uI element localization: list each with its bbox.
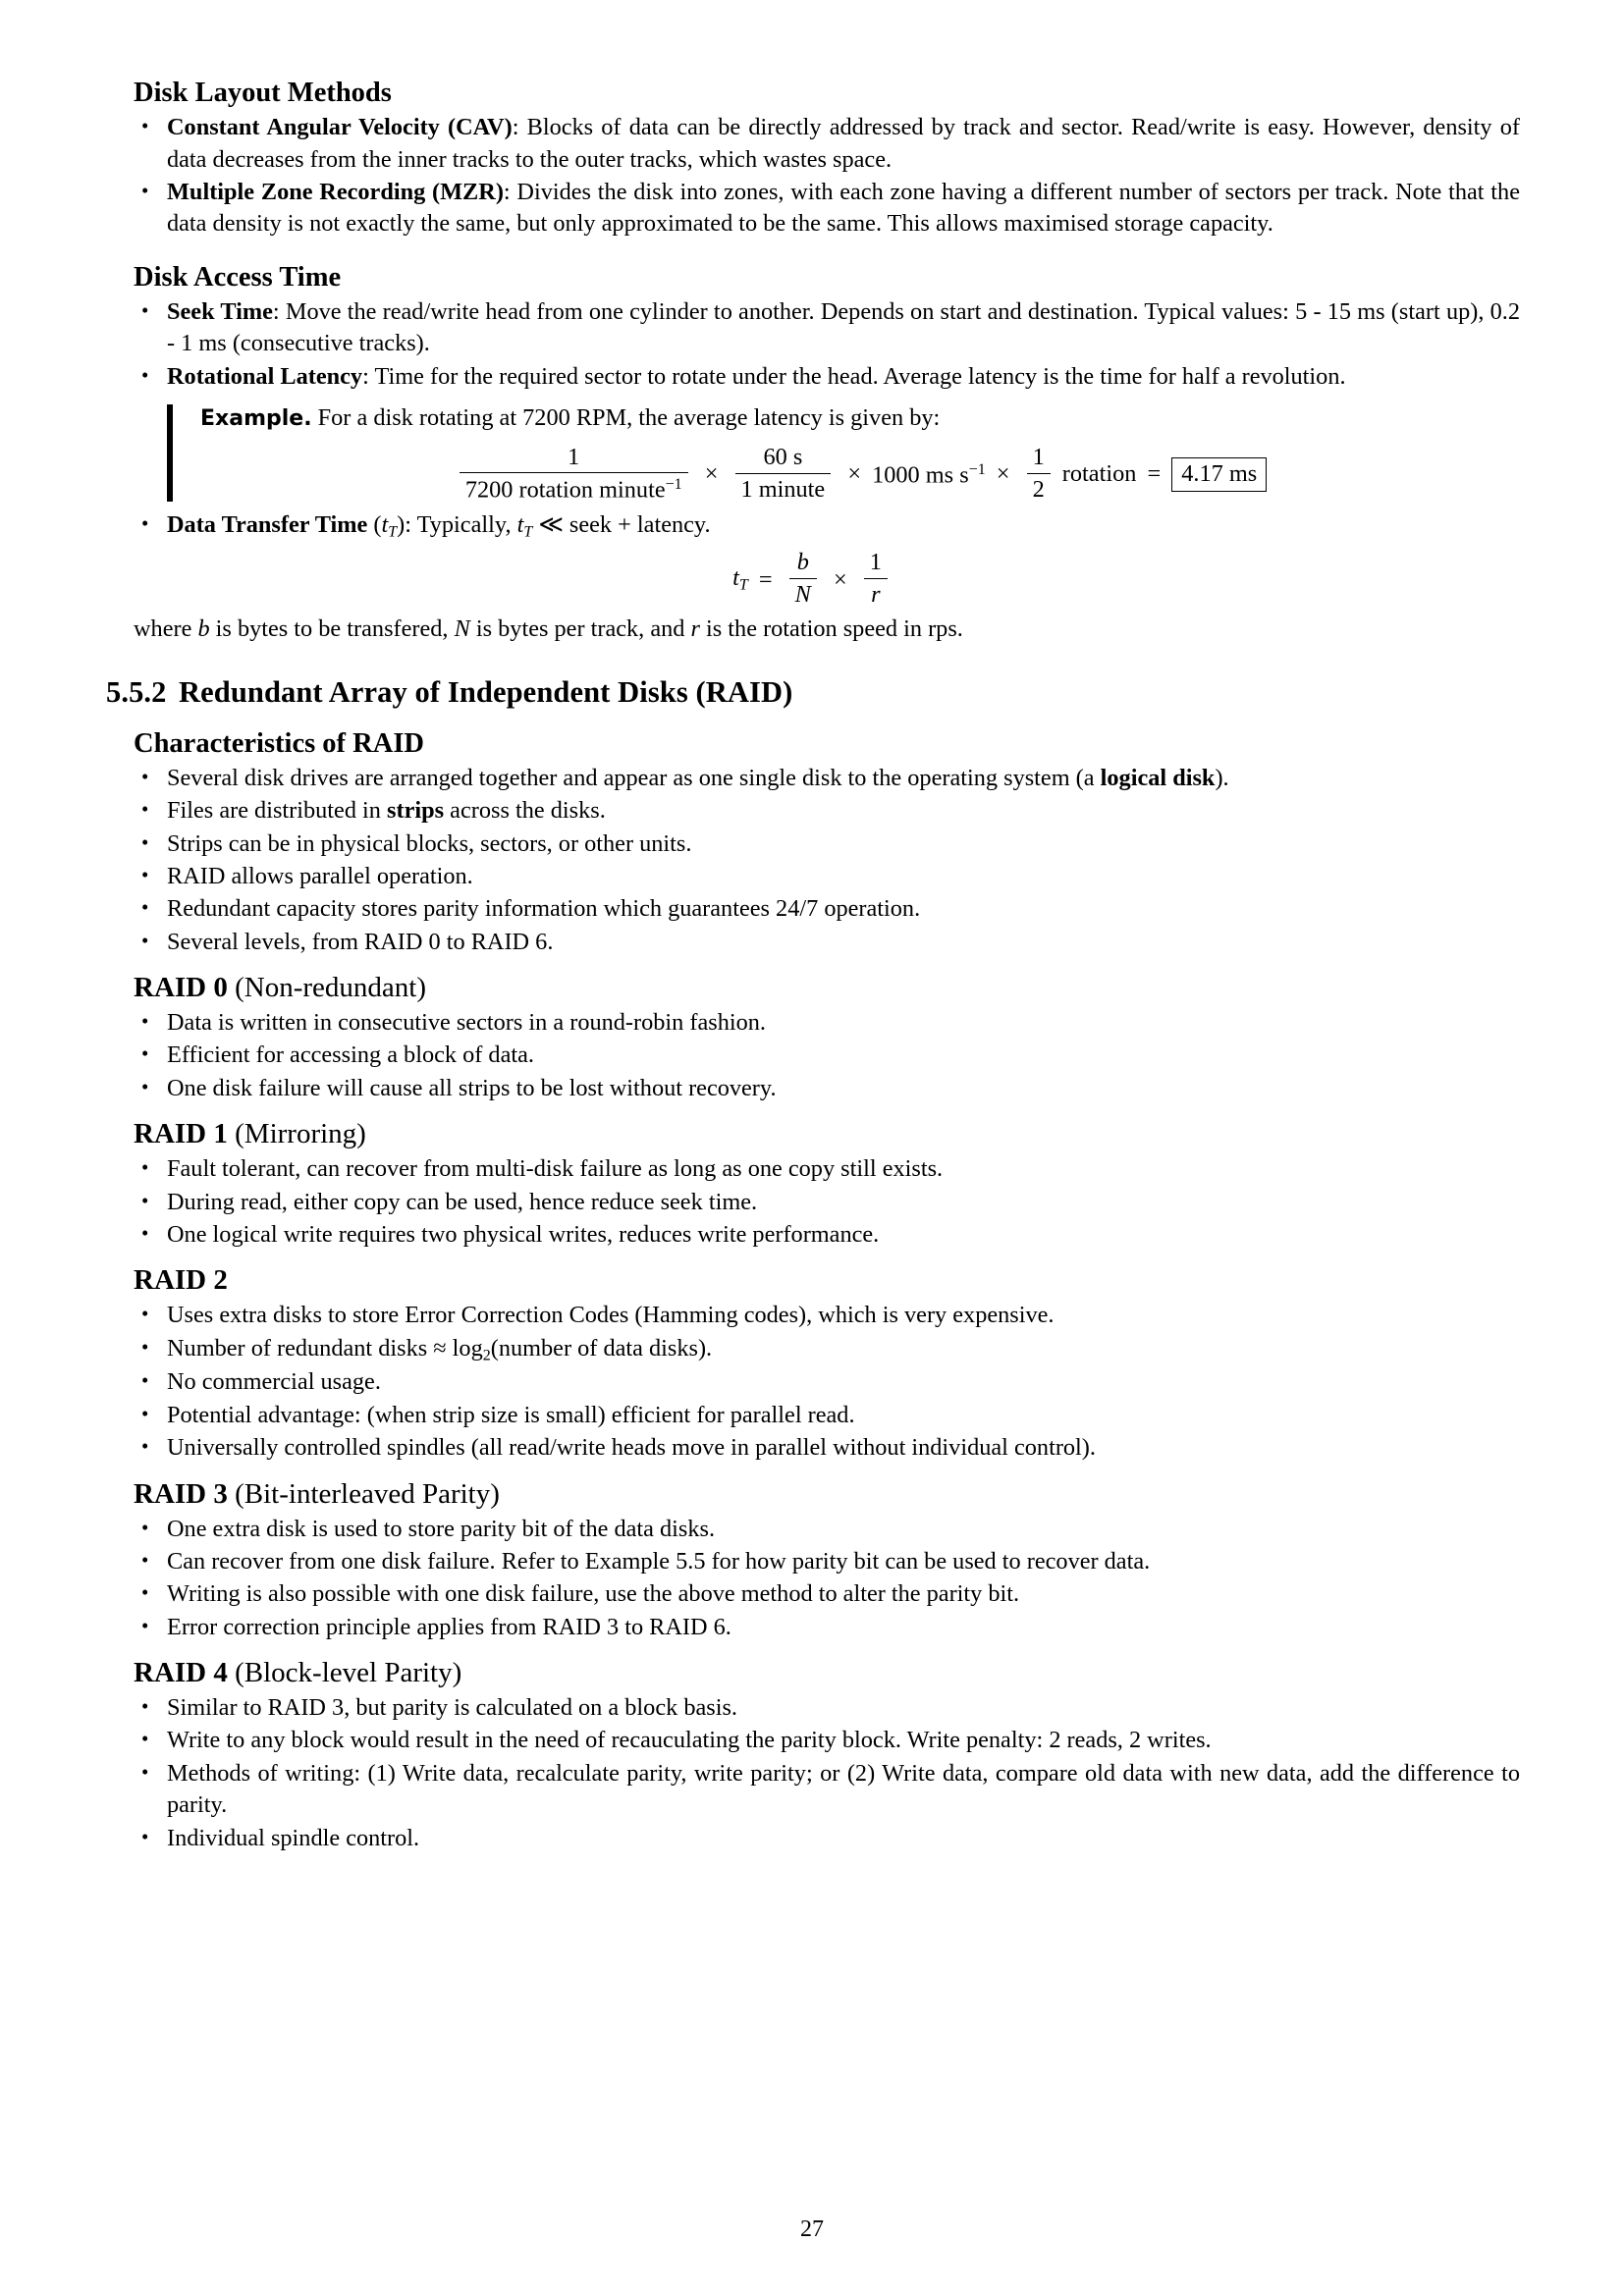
list-item <box>134 927 1520 958</box>
section-number: 5.5.2 <box>106 675 167 710</box>
factor-text: 1000 ms s <box>872 461 969 489</box>
times-operator: × <box>847 460 862 488</box>
bullet-text-post: across the disks. <box>444 797 606 825</box>
list-item: • Data is written in consecutive sectors in a round-robin fashion. <box>134 1007 1520 1039</box>
raid-level-title: RAID 4 <box>134 1657 228 1689</box>
raid-4-list <box>106 1692 1520 1854</box>
numerator: 1 <box>864 551 888 578</box>
heading-raid-2 <box>106 1263 1520 1298</box>
list-item: • Writing is also possible with one disk failure, use the above method to alter the parity bit. <box>134 1578 1520 1610</box>
equals-operator: = <box>758 565 773 593</box>
heading-raid-4 <box>106 1656 1520 1690</box>
list-item: • Potential advantage: (when strip size is small) efficient for parallel read. <box>134 1400 1520 1431</box>
list-item: • Uses extra disks to store Error Correction Codes (Hamming codes), which is very expensive. <box>134 1300 1520 1331</box>
transfer-time-formula <box>106 549 1520 608</box>
bullet-tail: ≪ seek + latency. <box>532 510 711 538</box>
raid-3-list <box>106 1514 1520 1644</box>
denominator <box>460 473 688 503</box>
list-item <box>134 296 1520 360</box>
denominator: 2 <box>1032 475 1045 503</box>
list-item: • One disk failure will cause all strips to be lost without recovery. <box>134 1073 1520 1104</box>
raid-level-title: RAID 0 <box>134 972 228 1004</box>
bullet-term: Seek Time <box>167 298 273 326</box>
fraction-60s-per-minute <box>735 446 832 502</box>
list-item: • Efficient for accessing a block of data. <box>134 1040 1520 1071</box>
raid-2-list <box>106 1300 1520 1465</box>
example-label: Example. <box>200 406 312 432</box>
t-sub-T-subscript-2: T <box>523 523 533 541</box>
list-item: • Methods of writing: (1) Write data, recalculate parity, write parity; or (2) Write data, compare old data with new data, add the difference to parity. <box>134 1758 1520 1822</box>
raid-level-subtitle: (Mirroring) <box>235 1118 366 1150</box>
heading-raid-3 <box>106 1477 1520 1512</box>
transfer-formula-legend <box>106 614 1520 645</box>
factor-exponent: −1 <box>968 460 986 478</box>
spacer <box>106 959 1520 971</box>
spacer <box>106 716 1520 727</box>
numerator: 1 <box>460 446 688 473</box>
bullet-term: Constant Angular Velocity (CAV) <box>167 114 513 141</box>
bullet-term: Multiple Zone Recording (MZR) <box>167 179 504 206</box>
lhs-symbol: t <box>732 563 739 591</box>
list-item: • Similar to RAID 3, but parity is calculated on a block basis. <box>134 1692 1520 1724</box>
symbol-N: N <box>454 615 470 643</box>
list-item: • No commercial usage. <box>134 1366 1520 1398</box>
denominator: r <box>871 580 881 608</box>
disk-access-time-list <box>106 296 1520 393</box>
raid-level-title: RAID 1 <box>134 1118 228 1150</box>
legend-mid-1: is bytes to be transfered, <box>209 615 455 643</box>
bullet-text-pre: RAID allows parallel operation. <box>167 863 473 889</box>
list-item: • One extra disk is used to store parity bit of the data disks. <box>134 1514 1520 1545</box>
list-item <box>134 861 1520 892</box>
times-operator: × <box>704 460 719 488</box>
raid-level-title: RAID 3 <box>134 1477 228 1510</box>
t-sub-T-symbol-2: t <box>516 510 524 538</box>
example-sentence: For a disk rotating at 7200 RPM, the average latency is given by: <box>311 404 941 432</box>
list-item <box>134 893 1520 925</box>
boxed-result: 4.17 ms <box>1171 457 1267 493</box>
example-callout <box>167 402 1520 503</box>
list-item <box>134 361 1520 393</box>
list-item <box>134 828 1520 860</box>
bullet-text-pre: Several disk drives are arranged together and appear as one single disk to the operating system (a <box>167 764 1101 791</box>
paren-open: ( <box>367 510 382 538</box>
list-item <box>134 112 1520 176</box>
list-item: • One logical write requires two physical writes, reduces write performance. <box>134 1219 1520 1251</box>
heading-disk-layout-methods: Disk Layout Methods <box>134 78 392 108</box>
fraction-b-over-N <box>789 551 817 607</box>
equals-operator: = <box>1147 460 1162 488</box>
bullet-term: Data Transfer Time <box>167 510 368 538</box>
numerator: b <box>789 551 817 578</box>
lhs-subscript: T <box>738 576 748 594</box>
bullet-text: : Divides the disk into zones, with each zone having a different number of sectors per track. Note that the data density is not exactly the same, but only approximated to be the same. This allows maximised storage capacity. <box>167 179 1520 238</box>
spacer <box>106 1644 1520 1656</box>
spacer <box>106 1105 1520 1117</box>
list-item: • Individual spindle control. <box>134 1823 1520 1854</box>
bullet-text-bold: logical disk <box>1100 764 1216 791</box>
bullet-text-pre: Strips can be in physical blocks, sectors, or other units. <box>167 829 692 857</box>
list-item: • Can recover from one disk failure. Refer to Example 5.5 for how parity bit can be used to recover data. <box>134 1546 1520 1577</box>
times-operator: × <box>996 460 1010 488</box>
denominator: 1 minute <box>740 475 826 503</box>
numerator: 60 s <box>735 446 832 473</box>
raid-level-title: RAID 2 <box>134 1264 228 1297</box>
spacer <box>106 241 1520 261</box>
raid-1-list <box>106 1153 1520 1251</box>
bullet-text: : Time for the required sector to rotate under the head. Average latency is the time for half a revolution. <box>362 362 1346 390</box>
numerator: 1 <box>1027 446 1051 473</box>
example-body <box>200 402 1520 434</box>
list-item: • Error correction principle applies from RAID 3 to RAID 6. <box>134 1612 1520 1643</box>
raid-0-list <box>106 1007 1520 1104</box>
heading-disk-access-time: Disk Access Time <box>134 261 342 293</box>
symbol-r: r <box>690 615 700 643</box>
disk-layout-methods-list <box>106 112 1520 240</box>
list-item: • During read, either copy can be used, hence reduce seek time. <box>134 1187 1520 1218</box>
section-title: Redundant Array of Independent Disks (RAID) <box>179 675 793 710</box>
example-accent-bar <box>167 404 173 501</box>
bullet-text-post: ). <box>1215 764 1229 791</box>
bullet-text-pre: Several levels, from RAID 0 to RAID 6. <box>167 928 554 955</box>
legend-suffix: is the rotation speed in rps. <box>699 615 963 643</box>
heading-raid-1 <box>106 1117 1520 1151</box>
paren-close: ): Typically, <box>397 510 517 538</box>
bullet-text-pre: Files are distributed in <box>167 797 388 825</box>
times-operator: × <box>833 565 847 593</box>
average-latency-formula <box>200 443 1520 504</box>
list-item <box>134 177 1520 240</box>
bullet-text-pre: Redundant capacity stores parity information which guarantees 24/7 operation. <box>167 895 921 923</box>
page-content <box>106 77 1520 1855</box>
denominator: N <box>794 580 811 608</box>
bullet-text-post: (number of data disks). <box>490 1334 713 1362</box>
fraction-one-over-rpm <box>460 443 688 504</box>
ms-per-second-factor <box>872 462 986 488</box>
list-item <box>134 1333 1520 1366</box>
bullet-text: : Blocks of data can be directly addressed by track and sector. Read/write is easy. However, density of data decreases from the inner tracks to the outer tracks, which wastes space. <box>167 114 1520 173</box>
list-item: • Write to any block would result in the need of recauculating the parity block. Write penalty: 2 reads, 2 writes. <box>134 1725 1520 1756</box>
legend-mid-2: is bytes per track, and <box>469 615 691 643</box>
t-sub-T-subscript: T <box>388 523 398 541</box>
list-item: • Fault tolerant, can recover from multi-disk failure as long as one copy still exists. <box>134 1153 1520 1185</box>
list-item <box>134 509 1520 543</box>
denominator-text: 7200 rotation minute <box>464 476 666 504</box>
bullet-text-bold: strips <box>387 797 445 825</box>
raid-level-subtitle: (Bit-interleaved Parity) <box>235 1477 500 1510</box>
raid-level-subtitle: (Block-level Parity) <box>235 1657 462 1689</box>
spacer <box>106 645 1520 674</box>
page-number: 27 <box>800 2216 824 2242</box>
list-item: • Universally controlled spindles (all read/write heads move in parallel without individual control). <box>134 1432 1520 1464</box>
denominator-exponent: −1 <box>665 475 682 493</box>
rotation-unit-word: rotation <box>1061 460 1137 488</box>
spacer <box>106 1252 1520 1263</box>
symbol-b: b <box>197 615 210 643</box>
section-heading-raid <box>106 674 1520 711</box>
log-base-subscript: 2 <box>482 1347 491 1364</box>
heading-characteristics-of-raid: Characteristics of RAID <box>134 727 425 759</box>
fraction-one-half <box>1027 446 1051 502</box>
t-sub-T-symbol: t <box>381 510 389 538</box>
list-item <box>134 763 1520 794</box>
legend-prefix: where <box>134 615 198 643</box>
bullet-text-pre: Number of redundant disks ≈ log <box>167 1334 483 1362</box>
characteristics-of-raid-list <box>106 763 1520 959</box>
lhs-t-sub-T <box>732 563 748 594</box>
bullet-term: Rotational Latency <box>167 362 363 390</box>
fraction-one-over-r <box>864 551 888 607</box>
bullet-text: : Move the read/write head from one cylinder to another. Depends on start and destination. Typical values: 5 - 15 ms (start up), 0.2 - 1 ms (consecutive tracks). <box>167 298 1520 357</box>
heading-raid-0 <box>106 971 1520 1005</box>
spacer <box>106 1466 1520 1477</box>
raid-level-subtitle: (Non-redundant) <box>235 972 426 1004</box>
data-transfer-time-list <box>106 509 1520 543</box>
list-item <box>134 795 1520 827</box>
